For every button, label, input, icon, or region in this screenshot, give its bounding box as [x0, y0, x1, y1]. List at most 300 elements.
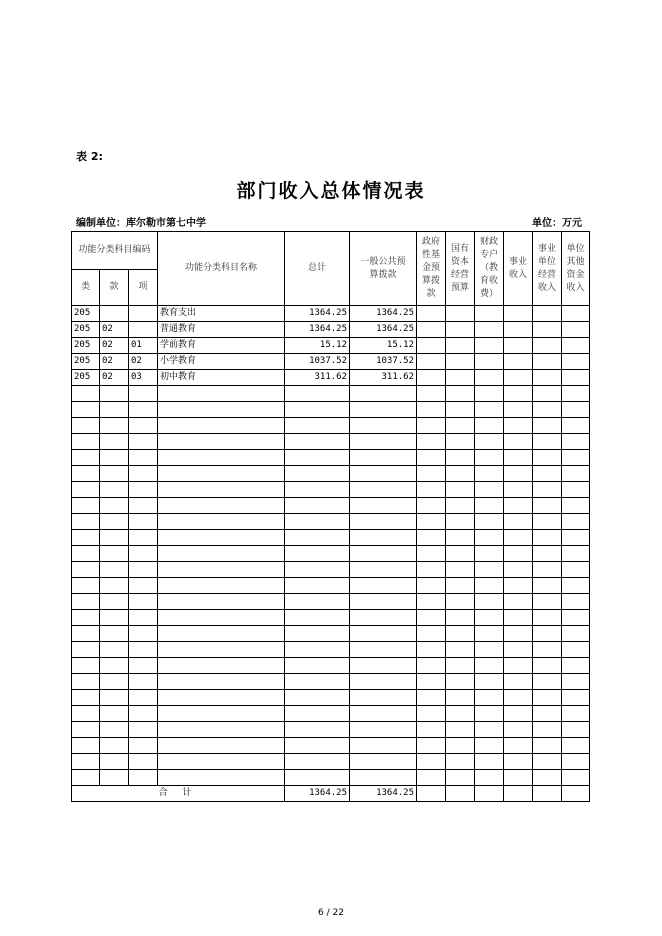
- cell-fund: [417, 722, 446, 738]
- cell-other: [562, 594, 590, 610]
- cell-general: [350, 418, 417, 434]
- cell-general: [350, 482, 417, 498]
- header-name: 功能分类科目名称: [158, 232, 285, 306]
- cell-lei: [72, 450, 100, 466]
- cell-operating: [533, 658, 562, 674]
- empty-table-row: [72, 482, 590, 498]
- cell-general: [350, 738, 417, 754]
- cell-business: [504, 498, 533, 514]
- empty-table-row: [72, 418, 590, 434]
- cell-other: [562, 658, 590, 674]
- cell-business: [504, 546, 533, 562]
- cell-other: [562, 642, 590, 658]
- cell-other: [562, 434, 590, 450]
- cell-operating: [533, 466, 562, 482]
- cell-special: [475, 546, 504, 562]
- cell-fund: [417, 626, 446, 642]
- cell-business: [504, 434, 533, 450]
- cell-fund: [417, 514, 446, 530]
- cell-fund: [417, 498, 446, 514]
- empty-table-row: [72, 658, 590, 674]
- cell-kuan: [100, 418, 129, 434]
- cell-operating: [533, 354, 562, 370]
- cell-fund: [417, 786, 446, 802]
- cell-name: 普通教育: [158, 322, 285, 338]
- cell-other: [562, 562, 590, 578]
- cell-kuan: 02: [100, 354, 129, 370]
- cell-business: [504, 514, 533, 530]
- cell-business: [504, 658, 533, 674]
- cell-kuan: [100, 306, 129, 322]
- cell-business: [504, 642, 533, 658]
- cell-general: [350, 594, 417, 610]
- cell-other: [562, 418, 590, 434]
- table-row: [72, 322, 590, 338]
- cell-other: [562, 610, 590, 626]
- cell-special: [475, 578, 504, 594]
- cell-lei: [72, 482, 100, 498]
- cell-total: [285, 690, 350, 706]
- cell-total: [285, 626, 350, 642]
- cell-operating: [533, 722, 562, 738]
- cell-xiang: [129, 578, 158, 594]
- header-other-income: 单位其他资金收入: [562, 232, 590, 306]
- cell-total: [285, 418, 350, 434]
- cell-kuan: [100, 530, 129, 546]
- cell-special: [475, 786, 504, 802]
- empty-table-row: [72, 434, 590, 450]
- cell-other: [562, 546, 590, 562]
- cell-other: [562, 754, 590, 770]
- cell-name: [158, 610, 285, 626]
- cell-special: [475, 450, 504, 466]
- cell-operating: [533, 738, 562, 754]
- empty-table-row: [72, 722, 590, 738]
- cell-business: [504, 482, 533, 498]
- empty-table-row: [72, 738, 590, 754]
- cell-fund: [417, 594, 446, 610]
- cell-business: [504, 370, 533, 386]
- empty-table-row: [72, 594, 590, 610]
- cell-special: [475, 306, 504, 322]
- cell-business: [504, 338, 533, 354]
- cell-fund: [417, 610, 446, 626]
- cell-xiang: [129, 674, 158, 690]
- cell-name: [158, 530, 285, 546]
- cell-fund: [417, 690, 446, 706]
- cell-operating: [533, 706, 562, 722]
- cell-lei: [72, 658, 100, 674]
- cell-special: [475, 770, 504, 786]
- cell-xiang: [129, 322, 158, 338]
- total-row: [72, 786, 590, 802]
- cell-total: [285, 562, 350, 578]
- cell-business: [504, 578, 533, 594]
- cell-total: [285, 386, 350, 402]
- cell-name: [158, 642, 285, 658]
- cell-total: [285, 706, 350, 722]
- cell-total: [285, 482, 350, 498]
- empty-table-row: [72, 402, 590, 418]
- cell-total: [285, 754, 350, 770]
- cell-lei: 205: [72, 354, 100, 370]
- cell-special: [475, 530, 504, 546]
- cell-general: [350, 546, 417, 562]
- cell-operating: [533, 562, 562, 578]
- cell-total: 15.12: [285, 338, 350, 354]
- cell-xiang: [129, 610, 158, 626]
- cell-fund: [417, 450, 446, 466]
- cell-kuan: 02: [100, 322, 129, 338]
- cell-name: 小学教育: [158, 354, 285, 370]
- cell-xiang: [129, 498, 158, 514]
- cell-special: [475, 338, 504, 354]
- cell-xiang: [129, 690, 158, 706]
- cell-state-capital: [446, 610, 475, 626]
- cell-fund: [417, 466, 446, 482]
- cell-business: [504, 626, 533, 642]
- cell-xiang: [129, 642, 158, 658]
- cell-operating: [533, 626, 562, 642]
- cell-kuan: [100, 578, 129, 594]
- cell-xiang: [129, 418, 158, 434]
- cell-kuan: [100, 738, 129, 754]
- cell-special: [475, 706, 504, 722]
- cell-other: [562, 306, 590, 322]
- cell-lei: [72, 610, 100, 626]
- page-title: 部门收入总体情况表: [236, 180, 426, 202]
- total-label: 合 计: [72, 786, 285, 802]
- cell-xiang: 03: [129, 370, 158, 386]
- cell-special: [475, 562, 504, 578]
- cell-state-capital: [446, 674, 475, 690]
- cell-xiang: 02: [129, 354, 158, 370]
- cell-total: 1364.25: [285, 322, 350, 338]
- cell-state-capital: [446, 754, 475, 770]
- cell-other: [562, 578, 590, 594]
- cell-kuan: [100, 562, 129, 578]
- cell-operating: [533, 370, 562, 386]
- cell-operating: [533, 530, 562, 546]
- cell-general: [350, 562, 417, 578]
- header-operating-income: 事业单位经营收入: [533, 232, 562, 306]
- cell-special: [475, 354, 504, 370]
- empty-table-row: [72, 530, 590, 546]
- cell-special: [475, 674, 504, 690]
- cell-state-capital: [446, 434, 475, 450]
- cell-operating: [533, 418, 562, 434]
- cell-name: [158, 386, 285, 402]
- cell-special: [475, 594, 504, 610]
- empty-table-row: [72, 546, 590, 562]
- cell-name: [158, 402, 285, 418]
- cell-name: 教育支出: [158, 306, 285, 322]
- cell-kuan: [100, 514, 129, 530]
- cell-lei: [72, 466, 100, 482]
- cell-special: [475, 738, 504, 754]
- cell-special: [475, 610, 504, 626]
- cell-business: [504, 674, 533, 690]
- cell-lei: [72, 514, 100, 530]
- header-business-income: 事业收入: [504, 232, 533, 306]
- cell-business: [504, 402, 533, 418]
- cell-lei: [72, 498, 100, 514]
- cell-other: [562, 482, 590, 498]
- cell-special: [475, 642, 504, 658]
- cell-special: [475, 722, 504, 738]
- empty-table-row: [72, 690, 590, 706]
- cell-general: 15.12: [350, 338, 417, 354]
- cell-xiang: [129, 754, 158, 770]
- cell-operating: [533, 450, 562, 466]
- cell-state-capital: [446, 482, 475, 498]
- revenue-table: [71, 231, 590, 802]
- cell-lei: 205: [72, 306, 100, 322]
- cell-fund: [417, 754, 446, 770]
- cell-xiang: [129, 466, 158, 482]
- cell-general: [350, 642, 417, 658]
- cell-general: [350, 706, 417, 722]
- cell-total: [285, 610, 350, 626]
- empty-table-row: [72, 754, 590, 770]
- cell-name: [158, 434, 285, 450]
- cell-name: [158, 690, 285, 706]
- cell-state-capital: [446, 642, 475, 658]
- cell-lei: [72, 386, 100, 402]
- cell-operating: [533, 402, 562, 418]
- cell-other: [562, 770, 590, 786]
- cell-business: [504, 754, 533, 770]
- cell-fund: [417, 546, 446, 562]
- cell-name: [158, 498, 285, 514]
- cell-name: [158, 754, 285, 770]
- cell-state-capital: [446, 546, 475, 562]
- cell-fund: [417, 674, 446, 690]
- cell-lei: [72, 706, 100, 722]
- cell-operating: [533, 482, 562, 498]
- cell-operating: [533, 770, 562, 786]
- cell-operating: [533, 610, 562, 626]
- cell-name: [158, 674, 285, 690]
- cell-other: [562, 402, 590, 418]
- cell-special: [475, 658, 504, 674]
- cell-fund: [417, 642, 446, 658]
- cell-kuan: [100, 722, 129, 738]
- cell-total: [285, 466, 350, 482]
- cell-name: [158, 578, 285, 594]
- cell-kuan: [100, 402, 129, 418]
- cell-state-capital: [446, 386, 475, 402]
- cell-state-capital: [446, 306, 475, 322]
- cell-general: [350, 514, 417, 530]
- cell-name: [158, 738, 285, 754]
- cell-xiang: [129, 546, 158, 562]
- cell-fund: [417, 418, 446, 434]
- cell-other: [562, 690, 590, 706]
- cell-total: [285, 658, 350, 674]
- cell-business: [504, 530, 533, 546]
- cell-kuan: [100, 674, 129, 690]
- cell-kuan: [100, 482, 129, 498]
- cell-xiang: [129, 434, 158, 450]
- cell-xiang: [129, 530, 158, 546]
- header-state-capital: 国有资本经营预算: [446, 232, 475, 306]
- cell-fund: [417, 306, 446, 322]
- cell-business: [504, 306, 533, 322]
- cell-business: [504, 418, 533, 434]
- cell-general: [350, 770, 417, 786]
- table-row: [72, 354, 590, 370]
- cell-total: [285, 434, 350, 450]
- cell-general: [350, 386, 417, 402]
- cell-fund: [417, 322, 446, 338]
- cell-kuan: [100, 594, 129, 610]
- cell-general: [350, 626, 417, 642]
- cell-name: [158, 594, 285, 610]
- cell-xiang: [129, 626, 158, 642]
- cell-operating: [533, 434, 562, 450]
- total-general: 1364.25: [350, 786, 417, 802]
- cell-kuan: 02: [100, 338, 129, 354]
- cell-business: [504, 786, 533, 802]
- cell-name: [158, 418, 285, 434]
- cell-lei: [72, 738, 100, 754]
- cell-state-capital: [446, 706, 475, 722]
- cell-total: [285, 594, 350, 610]
- cell-general: [350, 690, 417, 706]
- cell-name: 初中教育: [158, 370, 285, 386]
- cell-other: [562, 786, 590, 802]
- cell-special: [475, 386, 504, 402]
- cell-lei: 205: [72, 370, 100, 386]
- empty-table-row: [72, 450, 590, 466]
- cell-total: [285, 642, 350, 658]
- cell-business: [504, 690, 533, 706]
- cell-name: [158, 562, 285, 578]
- cell-name: [158, 722, 285, 738]
- cell-state-capital: [446, 738, 475, 754]
- cell-total: 1364.25: [285, 306, 350, 322]
- cell-lei: [72, 690, 100, 706]
- cell-xiang: [129, 562, 158, 578]
- cell-operating: [533, 594, 562, 610]
- cell-xiang: [129, 450, 158, 466]
- cell-state-capital: [446, 658, 475, 674]
- cell-operating: [533, 674, 562, 690]
- cell-general: 1364.25: [350, 322, 417, 338]
- cell-general: [350, 578, 417, 594]
- cell-lei: [72, 418, 100, 434]
- empty-table-row: [72, 498, 590, 514]
- cell-general: [350, 530, 417, 546]
- empty-table-row: [72, 626, 590, 642]
- currency-unit: 单位：万元: [532, 218, 582, 229]
- cell-kuan: [100, 658, 129, 674]
- cell-operating: [533, 514, 562, 530]
- cell-kuan: [100, 498, 129, 514]
- cell-general: [350, 434, 417, 450]
- cell-name: [158, 482, 285, 498]
- cell-state-capital: [446, 370, 475, 386]
- cell-total: [285, 674, 350, 690]
- cell-kuan: [100, 466, 129, 482]
- cell-special: [475, 626, 504, 642]
- cell-xiang: [129, 482, 158, 498]
- cell-state-capital: [446, 530, 475, 546]
- header-kuan: 款: [100, 270, 129, 306]
- cell-state-capital: [446, 626, 475, 642]
- compiling-unit: 编制单位：库尔勒市第七中学: [76, 218, 206, 229]
- cell-other: [562, 674, 590, 690]
- cell-lei: [72, 530, 100, 546]
- cell-xiang: [129, 386, 158, 402]
- cell-general: [350, 610, 417, 626]
- header-xiang: 项: [129, 270, 158, 306]
- cell-lei: [72, 578, 100, 594]
- cell-fund: [417, 578, 446, 594]
- cell-fund: [417, 562, 446, 578]
- cell-business: [504, 722, 533, 738]
- cell-business: [504, 386, 533, 402]
- cell-fund: [417, 706, 446, 722]
- cell-general: [350, 658, 417, 674]
- cell-fund: [417, 658, 446, 674]
- cell-lei: 205: [72, 338, 100, 354]
- empty-table-row: [72, 610, 590, 626]
- cell-total: [285, 402, 350, 418]
- cell-name: [158, 770, 285, 786]
- cell-kuan: [100, 642, 129, 658]
- cell-state-capital: [446, 594, 475, 610]
- cell-operating: [533, 578, 562, 594]
- cell-lei: [72, 642, 100, 658]
- cell-state-capital: [446, 562, 475, 578]
- cell-state-capital: [446, 690, 475, 706]
- cell-business: [504, 770, 533, 786]
- cell-general: [350, 466, 417, 482]
- cell-special: [475, 690, 504, 706]
- cell-state-capital: [446, 322, 475, 338]
- cell-other: [562, 706, 590, 722]
- cell-lei: [72, 402, 100, 418]
- cell-kuan: [100, 626, 129, 642]
- cell-state-capital: [446, 450, 475, 466]
- cell-other: [562, 626, 590, 642]
- cell-state-capital: [446, 786, 475, 802]
- cell-lei: [72, 770, 100, 786]
- cell-xiang: [129, 706, 158, 722]
- cell-other: [562, 466, 590, 482]
- cell-other: [562, 450, 590, 466]
- cell-total: [285, 498, 350, 514]
- cell-xiang: [129, 658, 158, 674]
- cell-lei: [72, 754, 100, 770]
- cell-lei: [72, 674, 100, 690]
- cell-other: [562, 370, 590, 386]
- table-row: [72, 370, 590, 386]
- cell-special: [475, 418, 504, 434]
- cell-business: [504, 594, 533, 610]
- cell-lei: [72, 722, 100, 738]
- cell-general: [350, 754, 417, 770]
- cell-fund: [417, 338, 446, 354]
- cell-total: [285, 530, 350, 546]
- cell-state-capital: [446, 402, 475, 418]
- cell-xiang: [129, 594, 158, 610]
- cell-operating: [533, 754, 562, 770]
- cell-special: [475, 482, 504, 498]
- cell-general: [350, 498, 417, 514]
